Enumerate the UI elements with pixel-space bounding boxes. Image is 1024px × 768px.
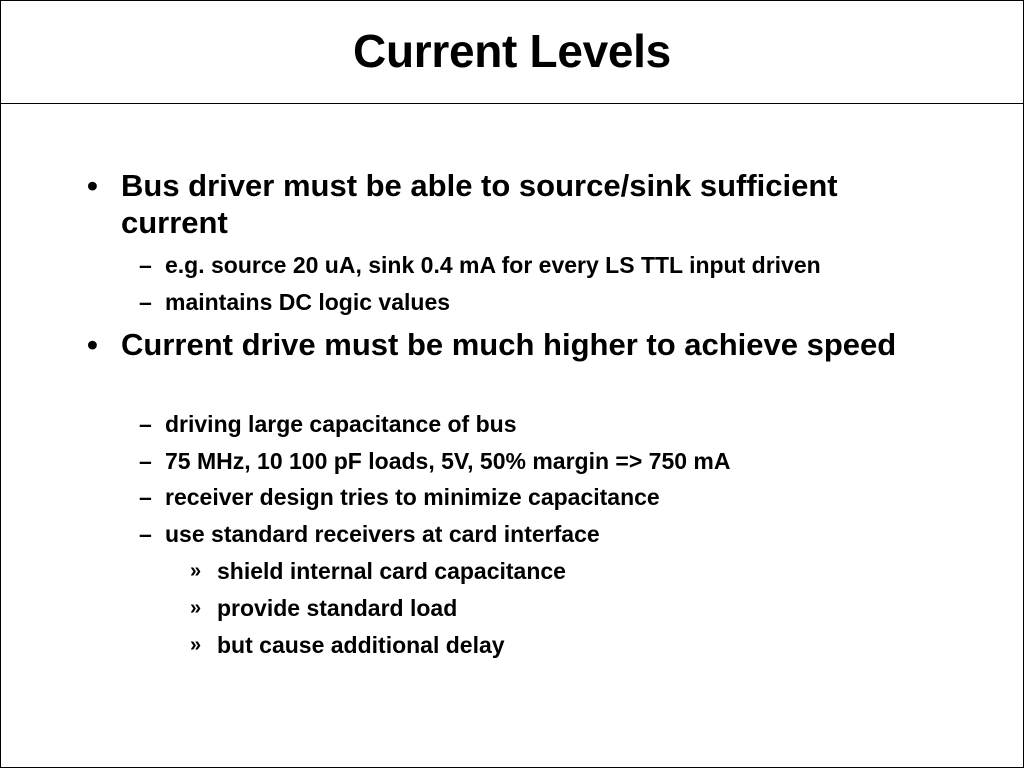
dash-marker: –	[139, 252, 152, 278]
sub-bullet-text: e.g. source 20 uA, sink 0.4 mA for every LS TTL input driven	[165, 252, 821, 278]
chevron-marker: »	[190, 560, 202, 582]
title-bar	[1, 1, 1023, 104]
sub-sub-bullet-text: provide standard load	[217, 595, 458, 621]
dash-marker: –	[139, 448, 152, 474]
sub-sub-bullet-text: shield internal card capacitance	[217, 558, 566, 584]
sub-bullet-text: driving large capacitance of bus	[165, 411, 517, 437]
dash-marker: –	[139, 411, 152, 437]
chevron-marker: »	[190, 597, 202, 619]
bullet-text: Bus driver must be able to source/sink sufficient current	[121, 168, 838, 240]
dash-marker: –	[139, 484, 152, 510]
sub-bullet-text: receiver design tries to minimize capacitance	[165, 484, 660, 510]
sub-sub-bullet-text: but cause additional delay	[217, 632, 505, 658]
dash-marker: –	[139, 521, 152, 547]
sub-bullet-text: 75 MHz, 10 100 pF loads, 5V, 50% margin => 750 mA	[165, 448, 731, 474]
bullet-text: Current drive must be much higher to achieve speed	[121, 327, 897, 362]
sub-bullet-text: maintains DC logic values	[165, 289, 451, 315]
dash-marker: –	[139, 289, 152, 315]
sub-bullet-text: use standard receivers at card interface	[165, 521, 600, 547]
slide-title: Current Levels	[353, 24, 671, 77]
bullet-marker: •	[87, 327, 98, 362]
bullet-marker: •	[87, 168, 98, 203]
chevron-marker: »	[190, 634, 202, 656]
